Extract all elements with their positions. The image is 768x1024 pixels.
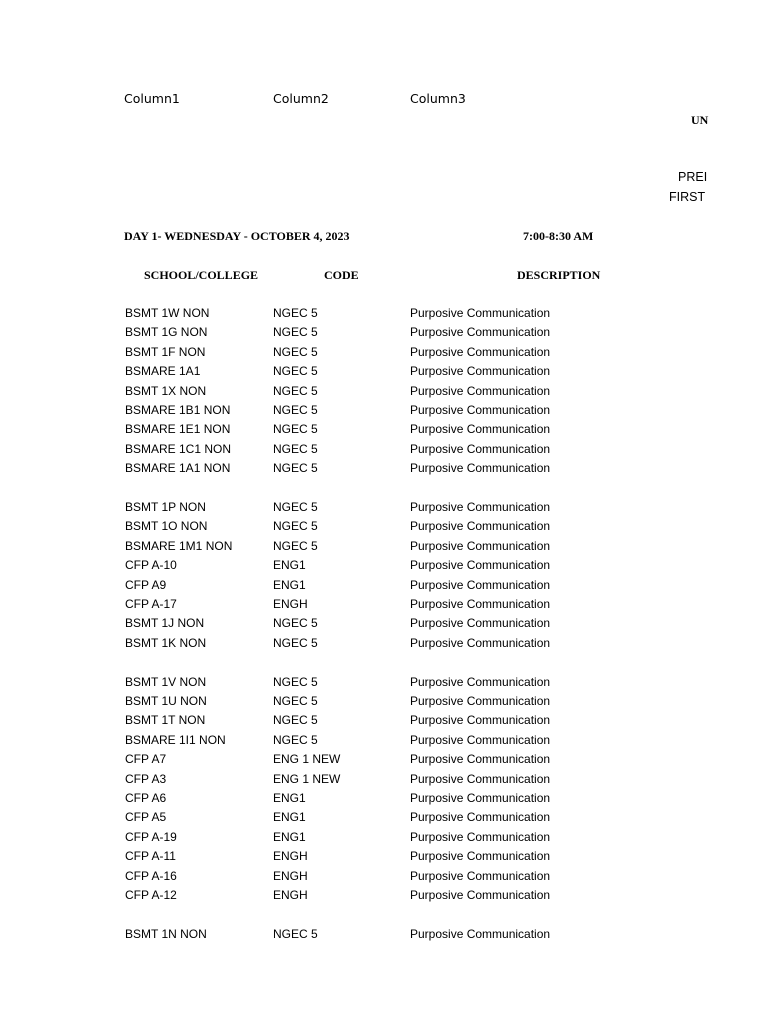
description-cell: Purposive Communication — [410, 849, 551, 864]
school-cell: BSMT 1K NON — [125, 635, 207, 650]
school-cell: BSMT 1W NON — [125, 306, 210, 320]
description-cell: Purposive Communication — [410, 441, 551, 456]
school-cell: BSMT 1G NON — [125, 325, 208, 340]
column-header-2: Column2 — [273, 91, 329, 106]
code-cell: ENG1 — [273, 558, 306, 573]
table-row — [0, 830, 768, 849]
school-cell: CFP A-12 — [125, 888, 177, 902]
code-cell: ENG 1 NEW — [273, 771, 341, 786]
table-row — [0, 888, 768, 907]
table-row — [0, 927, 768, 946]
table-row — [0, 384, 768, 403]
table-row — [0, 616, 768, 635]
description-cell: Purposive Communication — [410, 306, 551, 320]
table-row — [0, 791, 768, 810]
school-cell: BSMARE 1I1 NON — [125, 732, 226, 747]
table-row — [0, 558, 768, 577]
description-cell: Purposive Communication — [410, 597, 551, 611]
school-cell: BSMARE 1M1 NON — [125, 538, 233, 553]
description-cell: Purposive Communication — [410, 635, 551, 650]
table-row — [0, 713, 768, 732]
code-cell: ENGH — [273, 849, 308, 864]
school-cell: CFP A6 — [125, 791, 167, 805]
table-row — [0, 481, 768, 500]
table-row — [0, 810, 768, 829]
description-cell: Purposive Communication — [410, 694, 551, 708]
description-cell: Purposive Communication — [410, 383, 551, 398]
code-cell: NGEC 5 — [273, 616, 318, 631]
description-cell: Purposive Communication — [410, 674, 551, 689]
title-fragment-line1: PREI — [678, 170, 708, 184]
table-row — [0, 500, 768, 519]
description-cell: Purposive Communication — [410, 461, 551, 476]
code-cell: NGEC 5 — [273, 694, 318, 708]
school-cell: BSMT 1U NON — [125, 694, 207, 708]
code-cell: NGEC 5 — [273, 926, 318, 941]
description-cell: Purposive Communication — [410, 752, 551, 767]
table-row — [0, 675, 768, 694]
description-cell: Purposive Communication — [410, 829, 551, 844]
table-row — [0, 636, 768, 655]
school-cell: BSMT 1T NON — [125, 713, 206, 728]
table-row — [0, 597, 768, 616]
description-cell: Purposive Communication — [410, 926, 551, 941]
school-cell: BSMARE 1C1 NON — [125, 441, 232, 456]
description-cell: Purposive Communication — [410, 577, 551, 592]
code-cell: ENGH — [273, 888, 308, 902]
school-cell: CFP A-10 — [125, 558, 177, 573]
school-cell: BSMT 1X NON — [125, 383, 207, 398]
school-cell: CFP A5 — [125, 810, 167, 825]
school-cell: CFP A-11 — [125, 849, 176, 864]
school-cell: BSMT 1O NON — [125, 519, 208, 534]
school-cell: BSMARE 1E1 NON — [125, 422, 231, 437]
school-cell: CFP A9 — [125, 577, 167, 592]
code-cell: ENGH — [273, 868, 308, 883]
time-label: 7:00-8:30 AM — [523, 229, 594, 243]
school-cell: BSMT 1P NON — [125, 500, 206, 514]
school-cell: CFP A-16 — [125, 868, 177, 883]
school-cell: CFP A-19 — [125, 829, 177, 844]
code-cell: ENG1 — [273, 829, 306, 844]
code-cell: NGEC 5 — [273, 538, 318, 553]
table-row — [0, 869, 768, 888]
code-cell: ENG1 — [273, 577, 306, 592]
description-cell: Purposive Communication — [410, 500, 551, 514]
code-cell: ENG 1 NEW — [273, 752, 341, 767]
school-cell: CFP A3 — [125, 771, 167, 786]
school-cell: BSMT 1F NON — [125, 344, 206, 359]
table-row — [0, 325, 768, 344]
description-cell: Purposive Communication — [410, 422, 551, 437]
day-label: DAY 1- WEDNESDAY - OCTOBER 4, 2023 — [124, 229, 350, 243]
code-cell: NGEC 5 — [273, 635, 318, 650]
school-cell: BSMARE 1A1 — [125, 364, 201, 379]
header-code: CODE — [324, 268, 359, 282]
table-row — [0, 345, 768, 364]
description-cell: Purposive Communication — [410, 810, 551, 825]
table-row — [0, 403, 768, 422]
column-header-3: Column3 — [410, 91, 466, 106]
title-fragment-top: UN — [691, 113, 709, 127]
code-cell: NGEC 5 — [273, 461, 318, 476]
code-cell: NGEC 5 — [273, 674, 318, 689]
description-cell: Purposive Communication — [410, 364, 551, 379]
description-cell: Purposive Communication — [410, 344, 551, 359]
table-row — [0, 422, 768, 441]
header-school-college: SCHOOL/COLLEGE — [144, 268, 259, 282]
table-row — [0, 752, 768, 771]
code-cell: NGEC 5 — [273, 325, 318, 340]
code-cell: NGEC 5 — [273, 306, 318, 320]
code-cell: NGEC 5 — [273, 403, 318, 417]
description-cell: Purposive Communication — [410, 325, 551, 340]
description-cell: Purposive Communication — [410, 888, 551, 902]
code-cell: NGEC 5 — [273, 500, 318, 514]
table-row — [0, 306, 768, 325]
description-cell: Purposive Communication — [410, 732, 551, 747]
code-cell: ENGH — [273, 597, 308, 611]
table-row — [0, 694, 768, 713]
school-cell: BSMARE 1A1 NON — [125, 461, 231, 476]
title-fragment-line2: FIRST — [669, 190, 706, 204]
code-cell: ENG1 — [273, 810, 306, 825]
table-row — [0, 772, 768, 791]
table-row — [0, 733, 768, 752]
table-row — [0, 655, 768, 674]
description-cell: Purposive Communication — [410, 713, 551, 728]
code-cell: NGEC 5 — [273, 364, 318, 379]
school-cell: BSMT 1V NON — [125, 674, 207, 689]
description-cell: Purposive Communication — [410, 791, 551, 805]
description-cell: Purposive Communication — [410, 616, 551, 631]
code-cell: NGEC 5 — [273, 713, 318, 728]
table-row — [0, 442, 768, 461]
description-cell: Purposive Communication — [410, 771, 551, 786]
code-cell: NGEC 5 — [273, 422, 318, 437]
table-row — [0, 519, 768, 538]
table-row — [0, 364, 768, 383]
code-cell: NGEC 5 — [273, 344, 318, 359]
header-description: DESCRIPTION — [517, 268, 601, 282]
code-cell: NGEC 5 — [273, 519, 318, 534]
description-cell: Purposive Communication — [410, 868, 551, 883]
description-cell: Purposive Communication — [410, 519, 551, 534]
code-cell: NGEC 5 — [273, 441, 318, 456]
description-cell: Purposive Communication — [410, 558, 551, 573]
table-row — [0, 578, 768, 597]
table-row — [0, 539, 768, 558]
table-row — [0, 849, 768, 868]
table-row — [0, 907, 768, 926]
school-cell: CFP A-17 — [125, 597, 177, 611]
school-cell: CFP A7 — [125, 752, 167, 767]
code-cell: ENG1 — [273, 791, 306, 805]
code-cell: NGEC 5 — [273, 383, 318, 398]
description-cell: Purposive Communication — [410, 538, 551, 553]
description-cell: Purposive Communication — [410, 403, 551, 417]
school-cell: BSMARE 1B1 NON — [125, 403, 231, 417]
column-header-1: Column1 — [124, 91, 180, 106]
school-cell: BSMT 1N NON — [125, 926, 207, 941]
school-cell: BSMT 1J NON — [125, 616, 205, 631]
table-row — [0, 461, 768, 480]
code-cell: NGEC 5 — [273, 732, 318, 747]
